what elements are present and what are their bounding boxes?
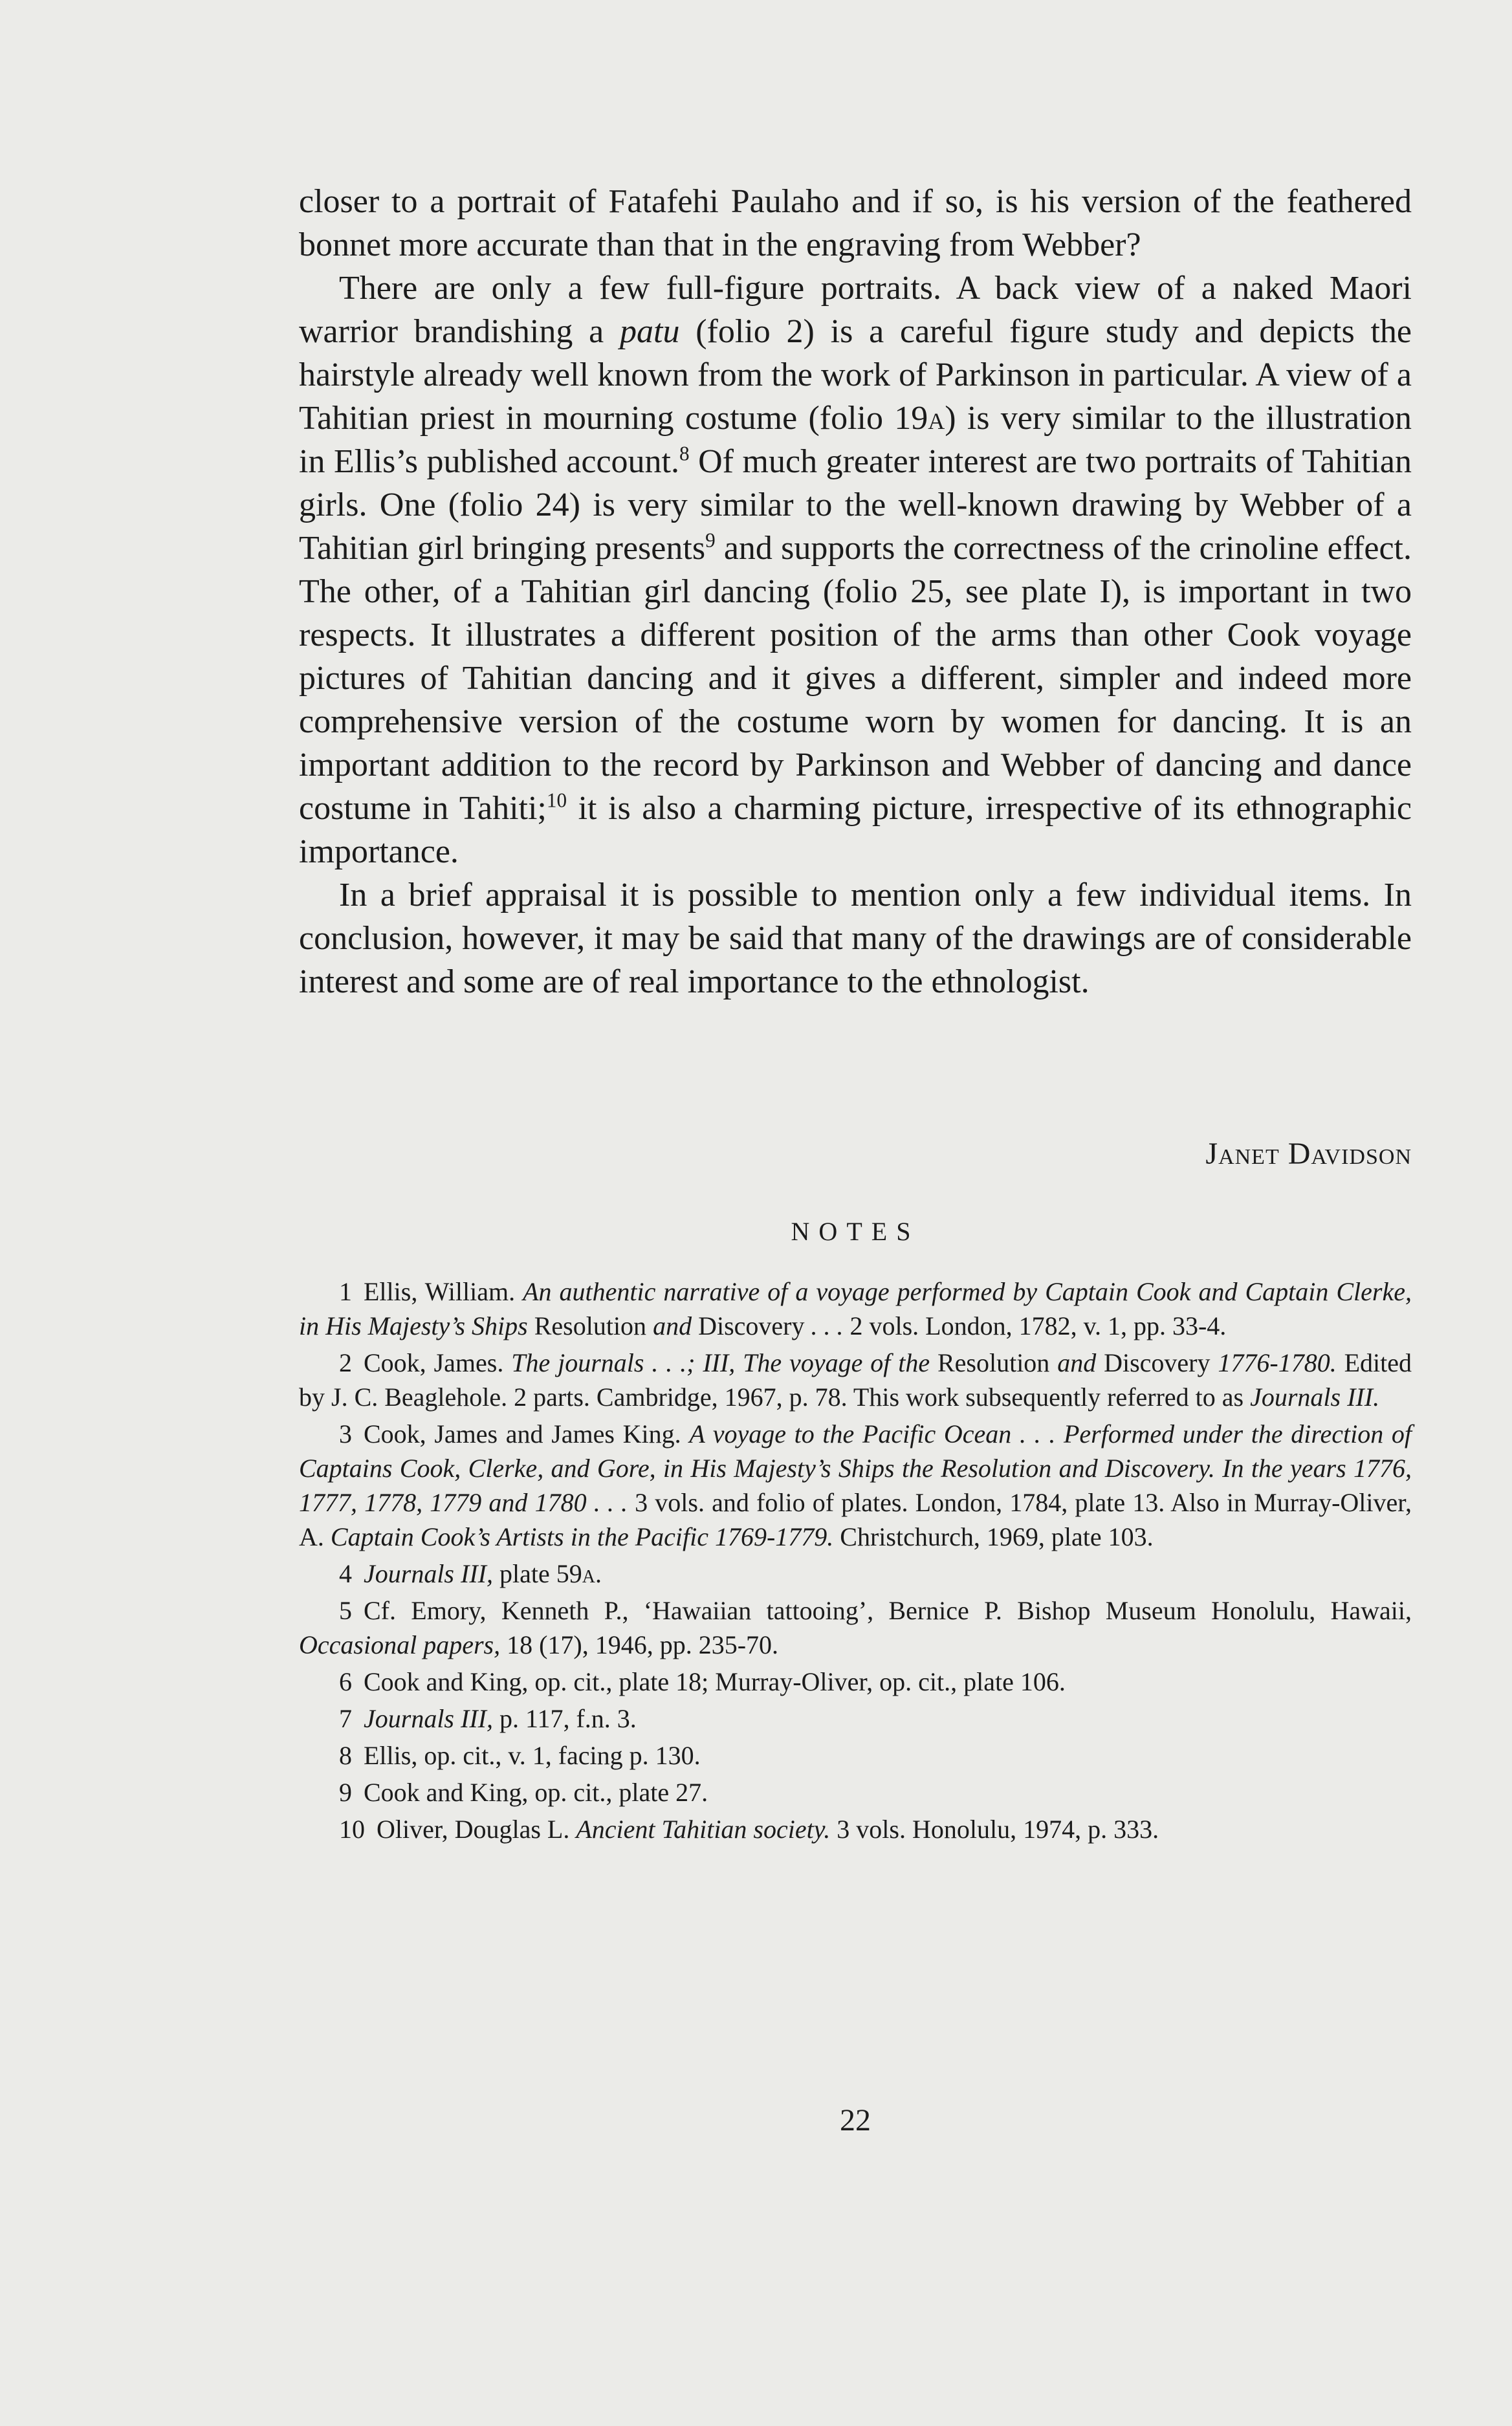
note-number: 10	[339, 1815, 365, 1844]
note-text: 3 vols. and folio of plates. London, 1784, plate 13. Also in Murray-Oliver, A.	[299, 1488, 1412, 1551]
paragraph-text: it is also a charming picture, irrespective of its ethnographic importance.	[299, 790, 1412, 870]
author-signature: Janet Davidson	[1205, 1137, 1412, 1171]
note-text: plate 59	[492, 1559, 582, 1588]
note-item	[299, 1738, 1412, 1773]
paragraph	[299, 873, 1412, 1003]
footnote-ref[interactable]: 9	[705, 529, 716, 552]
note-item	[299, 1346, 1412, 1414]
note-text: Discovery	[692, 1311, 811, 1340]
note-text: Discovery	[1096, 1348, 1218, 1377]
note-italic: 1776-1780.	[1218, 1348, 1337, 1377]
note-item	[299, 1417, 1412, 1554]
note-text: Edited by J. C. Beaglehole. 2 parts. Cambridge, 1967, p. 78. This work subsequently referred to as	[299, 1348, 1412, 1412]
note-number: 4	[339, 1559, 352, 1588]
note-item	[299, 1701, 1412, 1736]
footnote-ref[interactable]: 8	[679, 442, 690, 465]
note-italic: . . .	[811, 1311, 844, 1340]
note-text: Resolution	[930, 1348, 1058, 1377]
note-number: 1	[339, 1277, 352, 1306]
note-italic: A voyage to the Pacific Ocean . . . Performed under the direction of Captains Cook, Clerke, and Gore, in His Majesty’s Ships the Resolution and Discovery. In the years 1776, 1777, 1778, 1779 and 1780 . . .	[299, 1419, 1412, 1517]
note-text: Oliver, Douglas L.	[377, 1815, 576, 1844]
paragraph	[299, 267, 1412, 873]
note-text: Cook and King, op. cit., plate 18; Murray-Oliver, op. cit., plate 106.	[364, 1667, 1066, 1696]
note-number: 7	[339, 1704, 352, 1733]
note-italic: Ancient Tahitian society.	[576, 1815, 831, 1844]
note-item	[299, 1812, 1412, 1846]
note-number: 3	[339, 1419, 352, 1448]
note-text: Resolution	[527, 1311, 653, 1340]
paragraph-text: (folio 2) is a careful figure study and depicts the hairstyle already well known from the work of Parkinson in particular. A view of a Tahitian priest in mourning costume (folio 19	[299, 313, 1412, 437]
paragraph-text: There are only a few full-figure portraits. A back view of a naked Maori warrior brandishing a	[299, 270, 1412, 350]
notes-list	[299, 1274, 1412, 1849]
note-text: Ellis, William.	[364, 1277, 523, 1306]
paragraph	[299, 180, 1412, 267]
note-italic: and	[653, 1311, 692, 1340]
note-italic: Journals III,	[364, 1704, 493, 1733]
note-italic: and	[1057, 1348, 1097, 1377]
note-text: Cook and King, op. cit., plate 27.	[364, 1778, 708, 1807]
note-text: 18 (17), 1946, pp. 235-70.	[500, 1630, 779, 1659]
note-text: p. 117, f.n. 3.	[492, 1704, 637, 1733]
italic-term: patu	[620, 313, 680, 350]
paragraph-text: Of much greater interest are two portraits of Tahitian girls. One (folio 24) is very similar to the well-known drawing by Webber of a Tahitian girl bringing presents	[299, 443, 1412, 567]
paragraph-text: closer to a portrait of Fatafehi Paulaho and if so, is his version of the feathered bonnet more accurate than that in the engraving from Webber?	[299, 183, 1412, 263]
note-text: Cook, James.	[364, 1348, 512, 1377]
note-text: 3 vols. Honolulu, 1974, p. 333.	[830, 1815, 1159, 1844]
note-italic: Occasional papers,	[299, 1630, 501, 1659]
note-text: .	[595, 1559, 602, 1588]
note-italic: Journals III.	[1250, 1382, 1380, 1412]
note-italic: The journals . . .; III, The voyage of the	[511, 1348, 930, 1377]
note-italic: Captain Cook’s Artists in the Pacific 1769-1779.	[330, 1522, 834, 1551]
paragraph-text: and supports the correctness of the crinoline effect. The other, of a Tahitian girl dancing (folio 25, see plate I), is important in two respects. It illustrates a different position of the arms than other Cook voyage pictures of Tahitian dancing and it gives a different, simpler and indeed more comprehensive version of the costume worn by women for dancing. It is an important addition to the record by Parkinson and Webber of dancing and dance costume in Tahiti;	[299, 530, 1412, 827]
note-text: Cf. Emory, Kenneth P., ‘Hawaiian tattooing’, Bernice P. Bishop Museum Honolulu, Hawaii,	[364, 1596, 1412, 1625]
body-text	[299, 180, 1412, 1003]
folio-suffix: a	[928, 400, 945, 437]
note-text: Christchurch, 1969, plate 103.	[833, 1522, 1154, 1551]
note-item	[299, 1593, 1412, 1662]
notes-heading: NOTES	[791, 1217, 920, 1246]
paragraph-text: In a brief appraisal it is possible to mention only a few individual items. In conclusion, however, it may be said that many of the drawings are of considerable interest and some are of real importance to the ethnologist.	[299, 877, 1412, 1000]
note-text: 2 vols. London, 1782, v. 1, pp. 33-4.	[843, 1311, 1227, 1340]
note-text: Ellis, op. cit., v. 1, facing p. 130.	[364, 1741, 701, 1770]
note-number: 2	[339, 1348, 352, 1377]
note-item	[299, 1775, 1412, 1809]
note-text: Cook, James and James King.	[364, 1419, 690, 1448]
note-number: 5	[339, 1596, 352, 1625]
plate-suffix: a	[582, 1559, 595, 1588]
note-item	[299, 1274, 1412, 1343]
note-number: 6	[339, 1667, 352, 1696]
note-italic: Journals III,	[364, 1559, 493, 1588]
note-item	[299, 1557, 1412, 1591]
note-number: 8	[339, 1741, 352, 1770]
note-number: 9	[339, 1778, 352, 1807]
note-item	[299, 1665, 1412, 1699]
note-italic: An authentic narrative of a voyage performed by Captain Cook and Captain Clerke, in His Majesty’s Ships	[299, 1277, 1412, 1340]
footnote-ref[interactable]: 10	[546, 789, 567, 812]
page-number: 22	[840, 2103, 871, 2137]
paragraph-text: ) is very similar to the illustration in Ellis’s published account.	[299, 400, 1412, 480]
